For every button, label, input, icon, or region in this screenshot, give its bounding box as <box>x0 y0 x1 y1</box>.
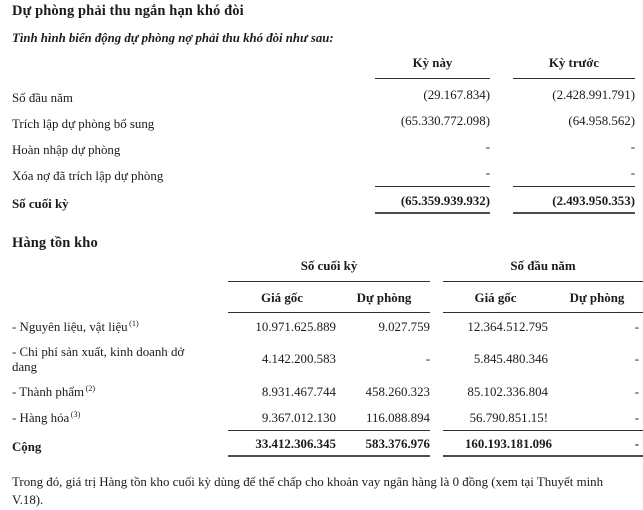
column-header-current-period: Kỳ này <box>412 56 453 70</box>
inventory-total-rule-top-closing <box>228 430 430 431</box>
inventory-total-closing-cost: 33.412.306.345 <box>255 437 336 451</box>
inventory-row-opening-cost: 56.790.851.15! <box>469 411 548 425</box>
provision-header-rule-previous <box>513 78 635 79</box>
inventory-total-opening-cost: 160.193.181.096 <box>464 437 552 451</box>
inventory-row-label <box>12 385 95 400</box>
inventory-section-title: Hàng tồn kho <box>12 235 98 251</box>
provision-row-value-current: - <box>485 166 490 180</box>
inventory-row-closing-provision: 116.088.894 <box>366 411 430 425</box>
inventory-subheader-rule-opening <box>443 312 643 313</box>
inventory-row-opening-provision: - <box>634 320 639 334</box>
inventory-total-rule-bottom-opening <box>443 455 643 457</box>
provision-row-value-previous: - <box>630 166 635 180</box>
inventory-row-label <box>12 411 80 426</box>
inventory-row-opening-cost: 12.364.512.795 <box>467 320 548 334</box>
inventory-row-closing-cost: 8.931.467.744 <box>261 385 336 399</box>
inventory-row-closing-cost: 4.142.200.583 <box>261 352 336 366</box>
inventory-total-label: Cộng <box>12 440 42 454</box>
sub-header-closing-cost: Giá gốc <box>261 291 303 305</box>
provision-total-label: Số cuối kỳ <box>12 197 69 211</box>
inventory-row-footnote-marker: (1) <box>129 318 139 328</box>
provision-header-rule-current <box>375 78 490 79</box>
provision-total-rule-top-current <box>375 186 490 187</box>
inventory-row-opening-cost: 85.102.336.804 <box>467 385 548 399</box>
inventory-row-opening-provision: - <box>634 385 639 399</box>
inventory-row-opening-provision: - <box>634 352 639 366</box>
sub-header-opening-cost: Giá gốc <box>474 291 517 305</box>
inventory-subheader-rule-closing <box>228 312 430 313</box>
provision-total-value-current: (65.359.939.932) <box>400 194 490 208</box>
group-header-opening-balance: Số đầu năm <box>510 259 576 273</box>
inventory-total-closing-provision: 583.376.976 <box>365 437 430 451</box>
inventory-group-rule-opening <box>443 281 643 282</box>
inventory-row-footnote-marker: (2) <box>85 383 96 393</box>
inventory-row-label-text: - Thành phẩm <box>12 385 85 399</box>
provision-total-rule-bottom-previous <box>513 212 635 214</box>
sub-header-closing-provision: Dự phòng <box>356 291 412 305</box>
provision-total-rule-top-previous <box>513 186 635 187</box>
inventory-group-rule-closing <box>228 281 430 282</box>
inventory-row-footnote-marker: (3) <box>70 409 81 419</box>
provision-row-value-current: (65.330.772.098) <box>400 114 490 128</box>
inventory-total-rule-top-opening <box>443 430 643 431</box>
inventory-total-rule-bottom-closing <box>228 455 430 457</box>
provision-row-label: Số đầu năm <box>12 91 73 105</box>
provision-row-value-current: - <box>485 140 490 154</box>
provision-row-value-previous: - <box>630 140 635 154</box>
inventory-row-closing-provision: 9.027.759 <box>378 320 430 334</box>
group-header-closing-balance: Số cuối kỳ <box>300 259 358 273</box>
column-header-previous-period: Kỳ trước <box>548 56 600 70</box>
provision-total-rule-bottom-current <box>375 212 490 214</box>
inventory-row-label-text: - Hàng hóa <box>12 411 70 425</box>
provision-row-value-current: (29.167.834) <box>423 88 490 102</box>
inventory-row-opening-cost: 5.845.480.346 <box>473 352 548 366</box>
provision-total-value-previous: (2.493.950.353) <box>552 194 635 208</box>
provision-section-subtitle: Tình hình biến động dự phòng nợ phải thu khó đòi như sau: <box>12 31 334 45</box>
inventory-row-label-text: - Chi phí sản xuất, kinh doanh dở dang <box>12 345 185 375</box>
provision-row-label: Trích lập dự phòng bổ sung <box>12 117 155 131</box>
provision-section-title: Dự phòng phải thu ngắn hạn khó đòi <box>12 3 244 19</box>
provision-row-value-previous: (64.958.562) <box>568 114 635 128</box>
closing-note-paragraph: Trong đó, giá trị Hàng tồn kho cuối kỳ dùng để thế chấp cho khoản vay ngân hàng là 0 đồng (xem tại Thuyết minh V.18). <box>12 475 604 508</box>
sub-header-opening-provision: Dự phòng <box>569 291 625 305</box>
inventory-row-label <box>12 345 212 375</box>
inventory-row-closing-provision: - <box>425 352 430 366</box>
inventory-row-closing-cost: 10.971.625.889 <box>255 320 336 334</box>
inventory-row-label <box>12 320 139 335</box>
inventory-row-closing-provision: 458.260.323 <box>365 385 430 399</box>
inventory-total-opening-provision: - <box>634 437 639 451</box>
provision-row-value-previous: (2.428.991.791) <box>552 88 635 102</box>
inventory-row-label-text: - Nguyên liệu, vật liệu <box>12 320 128 334</box>
provision-row-label: Hoàn nhập dự phòng <box>12 143 121 157</box>
provision-row-label: Xóa nợ đã trích lập dự phòng <box>12 169 164 183</box>
inventory-row-closing-cost: 9.367.012.130 <box>261 411 336 425</box>
inventory-row-opening-provision: - <box>634 411 639 425</box>
